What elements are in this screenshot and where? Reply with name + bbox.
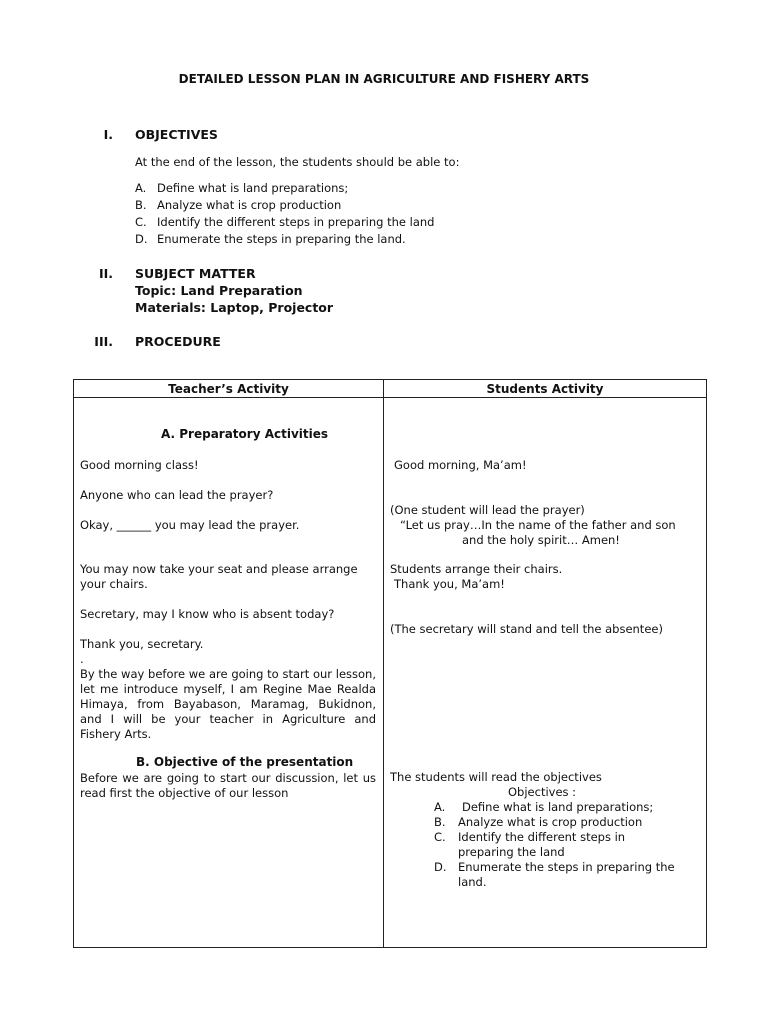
list-item: D. Enumerate the steps in preparing the land. bbox=[135, 232, 406, 246]
heading-objective-presentation: B. Objective of the presentation bbox=[136, 755, 354, 769]
student-thanks: Thank you, Ma’am! bbox=[394, 577, 505, 591]
students-activity-cell bbox=[384, 398, 707, 948]
student-objectives-list bbox=[434, 800, 702, 890]
objectives-list bbox=[135, 181, 434, 249]
table-row bbox=[74, 398, 707, 948]
student-secretary-note: (The secretary will stand and tell the absentee) bbox=[390, 622, 663, 636]
teacher-prayer-ask: Anyone who can lead the prayer? bbox=[80, 488, 274, 502]
list-item: B. Analyze what is crop production bbox=[135, 198, 342, 212]
teacher-prayer-ok: Okay, ______ you may lead the prayer. bbox=[80, 518, 300, 532]
header-students-activity: Students Activity bbox=[384, 380, 707, 398]
teacher-dot: . bbox=[80, 652, 84, 666]
table-header-row bbox=[74, 380, 707, 398]
student-prayer-line-1: “Let us pray…In the name of the father and son bbox=[400, 518, 676, 532]
student-arrange-chairs: Students arrange their chairs. bbox=[390, 562, 563, 576]
section-number-procedure: III. bbox=[94, 334, 113, 349]
teacher-activity-cell bbox=[74, 398, 384, 948]
student-objectives-heading: Objectives : bbox=[508, 785, 577, 799]
section-title-objectives: OBJECTIVES bbox=[135, 127, 218, 142]
section-title-procedure: PROCEDURE bbox=[135, 334, 221, 349]
list-item: A. Define what is land preparations; bbox=[434, 800, 654, 814]
teacher-absent-question: Secretary, may I know who is absent today? bbox=[80, 607, 335, 621]
materials-line: Materials: Laptop, Projector bbox=[135, 300, 334, 315]
topic-line: Topic: Land Preparation bbox=[135, 283, 303, 298]
list-item: C. Identify the different steps in preparing the land bbox=[135, 215, 435, 229]
procedure-table bbox=[73, 379, 707, 948]
document-title: DETAILED LESSON PLAN IN AGRICULTURE AND FISHERY ARTS bbox=[178, 72, 590, 86]
teacher-greeting: Good morning class! bbox=[80, 458, 199, 472]
list-item: B. Analyze what is crop production bbox=[434, 815, 643, 829]
teacher-seat-instruction: You may now take your seat and please arrange your chairs. bbox=[80, 562, 358, 591]
section-number-objectives: I. bbox=[103, 127, 113, 142]
student-prayer-line-2: and the holy spirit… Amen! bbox=[462, 533, 620, 547]
section-title-subject-matter: SUBJECT MATTER bbox=[135, 266, 256, 281]
student-read-objectives: The students will read the objectives bbox=[390, 770, 602, 784]
teacher-introduction: By the way before we are going to start our lesson, let me introduce myself, I am Regine Mae Realda Himaya, from Bayabason, Maramag, Bukidnon, and I will be your teacher in Agriculture and Fishery Arts. bbox=[80, 667, 376, 741]
list-item: A. Define what is land preparations; bbox=[135, 181, 349, 195]
list-item: C. Identify the different steps in preparing the land bbox=[434, 830, 626, 859]
list-item: D. Enumerate the steps in preparing the land. bbox=[434, 860, 675, 889]
student-greeting: Good morning, Ma’am! bbox=[394, 458, 527, 472]
section-number-subject-matter: II. bbox=[98, 266, 113, 281]
teacher-thanks: Thank you, secretary. bbox=[80, 637, 204, 651]
objectives-intro: At the end of the lesson, the students should be able to: bbox=[135, 155, 460, 169]
heading-preparatory-activities: A. Preparatory Activities bbox=[161, 427, 329, 441]
student-prayer-lead: (One student will lead the prayer) bbox=[390, 503, 585, 517]
header-teacher-activity: Teacher’s Activity bbox=[74, 380, 384, 398]
teacher-objective-prompt: Before we are going to start our discussion, let us read first the objective of our lesson bbox=[80, 771, 376, 800]
